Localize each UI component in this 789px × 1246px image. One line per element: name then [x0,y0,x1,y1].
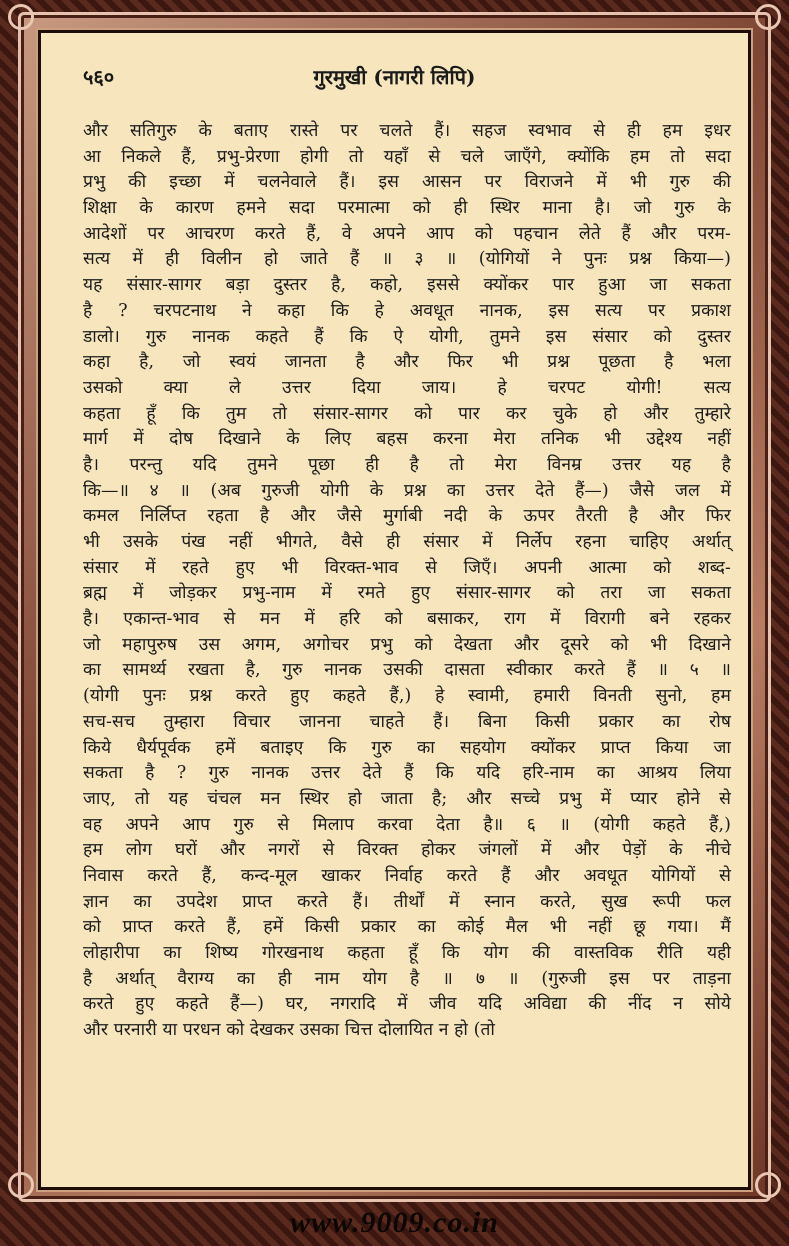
page-header [41,61,748,93]
text-line: शिक्षा के कारण हमने सदा परमात्मा को ही स्थिर माना है। जो गुरु के [83,198,731,219]
text-line: लोहारीपा का शिष्य गोरखनाथ कहता हूँ कि योग की वास्तविक रीति यही [83,943,731,963]
corner-ornament-bottom-left [8,1172,34,1198]
footer-url: www.9009.co.in [290,1206,499,1239]
text-line: भी उसके पंख नहीं भीगते, वैसे ही संसार में निर्लेप रहना चाहिए अर्थात् [83,532,731,552]
text-line: और परनारी या परधन को देखकर उसका चित्त दोलायित न हो (तो [83,1020,496,1041]
text-line: करते हुए कहते हैं—) घर, नगरादि में जीव यदि अविद्या की नींद न सोये [83,994,731,1015]
text-line: है। एकान्त-भाव से मन में हरि को बसाकर, राग में विरागी बने रहकर [83,609,731,630]
text-line: सकता है ? गुरु नानक उत्तर देते हैं कि यदि हरि-नाम का आश्रय लिया [83,763,731,784]
text-line: हम लोग घरों और नगरों से विरक्त होकर जंगलों में और पेड़ों के नीचे [83,840,731,861]
text-line: ज्ञान का उपदेश प्राप्त करते हैं। तीर्थों में स्नान करते, सुख रूपी फल [83,891,731,912]
text-line: है ? चरपटनाथ ने कहा कि हे अवधूत नानक, इस सत्य पर प्रकाश [83,300,731,321]
running-title: गुरमुखी (नागरी लिपि) [313,65,476,89]
text-line: प्रभु की इच्छा में चलनेवाले हैं। इस आसन पर विराजने में भी गुरु की [83,172,731,193]
text-line: आ निकले हैं, प्रभु-प्रेरणा होगी तो यहाँ से चले जाएँगे, क्योंकि हम तो सदा [83,146,731,167]
body-text [83,119,731,1044]
corner-ornament-bottom-right [755,1172,781,1198]
text-line: को प्राप्त करते हैं, हमें किसी प्रकार का कोई मैल भी नहीं छू गया। मैं [83,917,731,938]
corner-ornament-top-right [755,4,781,30]
text-line: वह अपने आप गुरु से मिलाप करवा देता है॥ ६ ॥ (योगी कहते हैं,) [83,814,731,835]
text-line: और सतिगुरु के बताए रास्ते पर चलते हैं। सहज स्वभाव से ही हम इधर [83,121,731,141]
corner-ornament-top-left [8,4,34,30]
text-line: डालो। गुरु नानक कहते हैं कि ऐ योगी, तुमने इस संसार को दुस्तर [83,326,731,347]
text-line: मार्ग में दोष दिखाने के लिए बहस करना मेरा तनिक भी उद्देश्य नहीं [83,429,731,450]
text-line: कमल निर्लिप्त रहता है और जैसे मुर्गाबी नदी के ऊपर तैरती है और फिर [83,506,731,527]
text-line: का सामर्थ्य रखता है, गुरु नानक उसकी दासता स्वीकार करते हैं ॥ ५ ॥ [83,660,731,681]
text-line: सत्य में ही विलीन हो जाते हैं ॥ ३ ॥ (योगियों ने पुनः प्रश्न किया—) [83,249,731,270]
text-line: कहा है, जो स्वयं जानता है और फिर भी प्रश्न पूछता है भला [83,352,731,373]
text-line: जो महापुरुष उस अगम, अगोचर प्रभु को देखता और दूसरे को भी दिखाने [83,634,731,655]
text-line: ब्रह्म में जोड़कर प्रभु-नाम में रमते हुए संसार-सागर को तरा जा सकता [83,583,731,604]
text-line: कहता हूँ कि तुम तो संसार-सागर को पार कर चुके हो और तुम्हारे [83,403,731,424]
text-line: है अर्थात् वैराग्य का ही नाम योग है ॥ ७ ॥ (गुरुजी इस पर ताड़ना [83,968,731,989]
text-line: यह संसार-सागर बड़ा दुस्तर है, कहो, इससे क्योंकर पार हुआ जा सकता [83,275,731,296]
text-line: जाए, तो यह चंचल मन स्थिर हो जाता है; और सच्चे प्रभु में प्यार होने से [83,788,731,809]
text-line: आदेशों पर आचरण करते हैं, वे अपने आप को पहचान लेते हैं और परम- [83,223,731,244]
page [38,30,751,1190]
text-line: निवास करते हैं, कन्द-मूल खाकर निर्वाह करते हैं और अवधूत योगियों से [83,865,731,886]
text-line: किये धैर्यपूर्वक हमें बताइए कि गुरु का सहयोग क्योंकर प्राप्त किया जा [83,737,731,758]
text-line: कि—॥ ४ ॥ (अब गुरुजी योगी के प्रश्न का उत्तर देते हैं—) जैसे जल में [83,480,731,501]
page-number: ५६० [83,65,115,89]
text-line: सच-सच तुम्हारा विचार जानना चाहते हैं। बिना किसी प्रकार का रोष [83,711,731,732]
text-line: (योगी पुनः प्रश्न करते हुए कहते हैं,) हे स्वामी, हमारी विनती सुनो, हम [83,686,731,707]
text-line: है। परन्तु यदि तुमने पूछा ही है तो मेरा विनम्र उत्तर यह है [83,454,731,475]
text-line: उसको क्या ले उत्तर दिया जाय। हे चरपट योगी! सत्य [83,377,731,398]
text-line: संसार में रहते हुए भी विरक्त-भाव से जिएँ। अपनी आत्मा को शब्द- [83,557,731,578]
